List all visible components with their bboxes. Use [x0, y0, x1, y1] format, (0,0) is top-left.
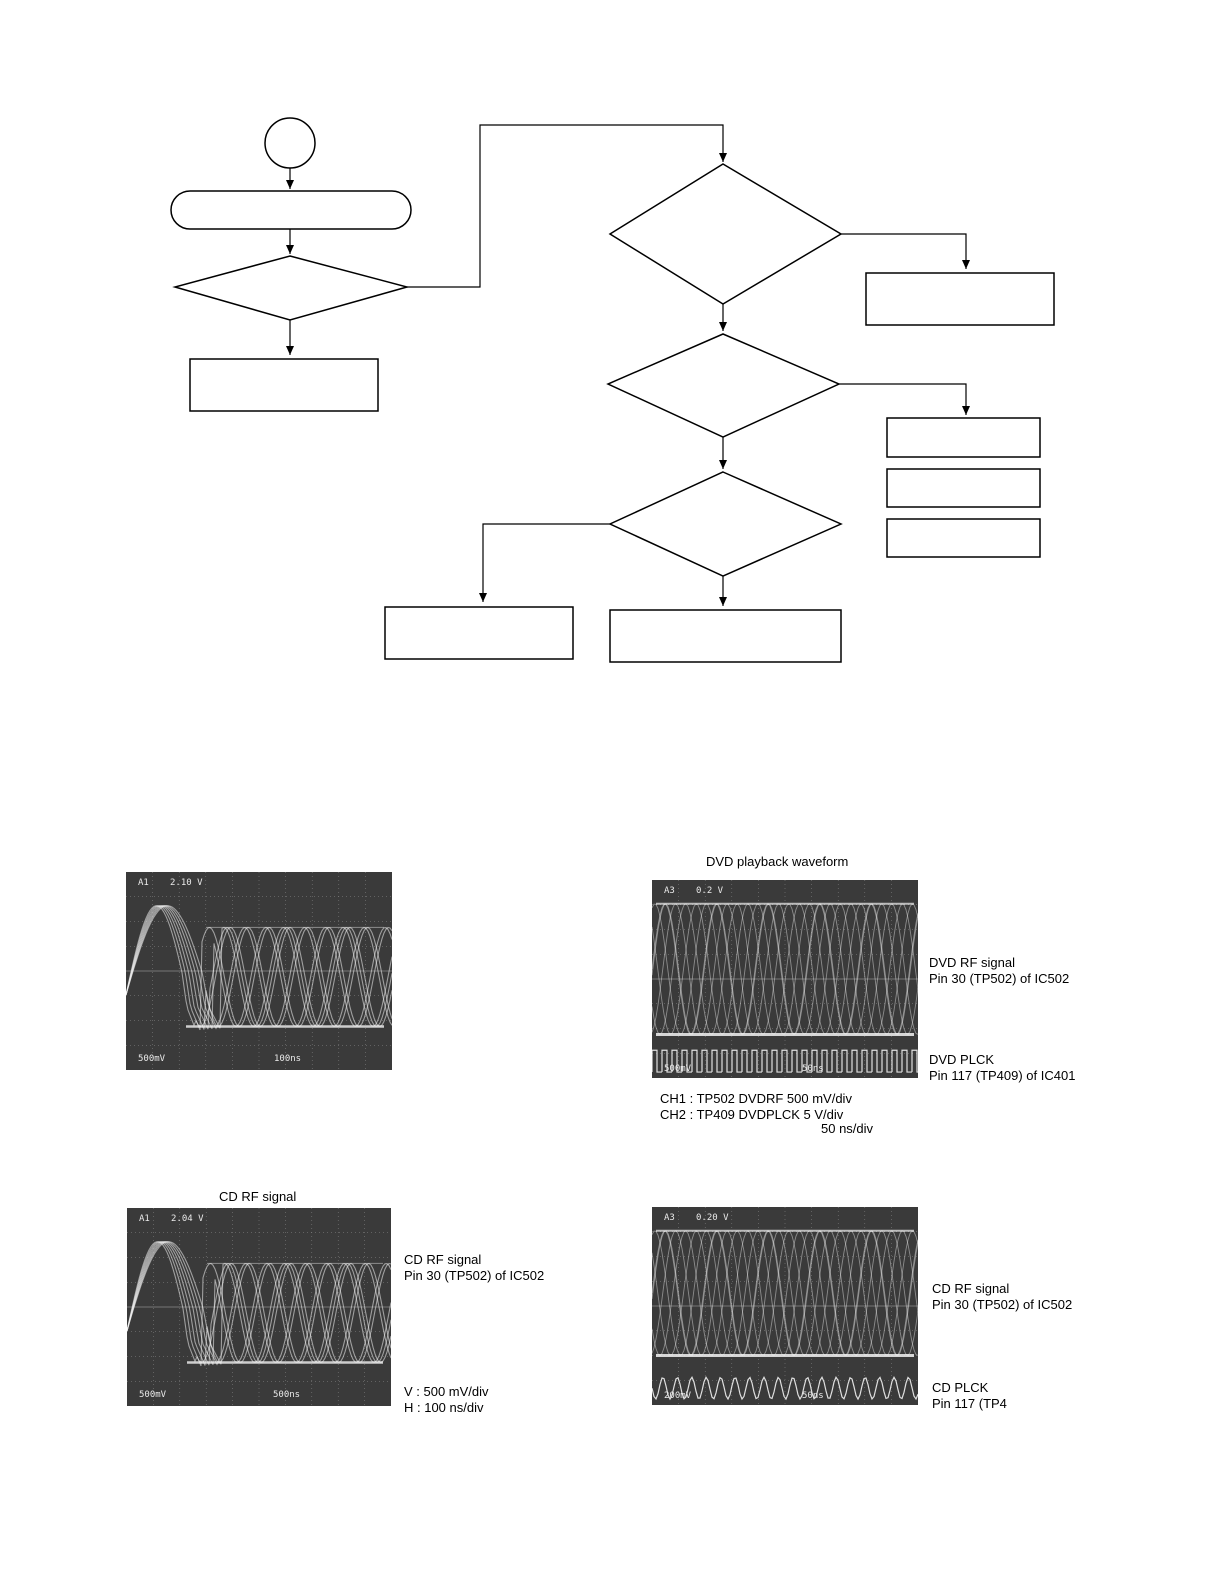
scope-dvd-trace — [652, 880, 918, 1078]
decision-2 — [610, 164, 841, 304]
arrow-decision2-right — [841, 234, 966, 269]
scope-top-left-volts: 500mV — [138, 1054, 166, 1064]
process-box-right-1 — [866, 273, 1054, 325]
cd-h-scale: H : 100 ns/div — [404, 1400, 484, 1415]
arrow-decision3-right — [839, 384, 966, 415]
scope-dvd-level: 0.2 V — [696, 886, 724, 896]
process-box-right-4 — [887, 519, 1040, 557]
scope-top-left — [126, 872, 392, 1070]
scope-top-left-level: 2.10 V — [170, 878, 203, 888]
dvd-timebase: 50 ns/div — [821, 1121, 874, 1136]
cd-plck-pin: Pin 117 (TP4 — [932, 1396, 1007, 1411]
dvd-waveform-title: DVD playback waveform — [706, 854, 849, 869]
scope-top-left-trig: A1 — [138, 878, 149, 888]
decision-3 — [608, 334, 839, 437]
cd-plck-label: CD PLCK — [932, 1380, 989, 1395]
scope-cd-left-trig: A1 — [139, 1214, 150, 1224]
scope-cd-right-level: 0.20 V — [696, 1213, 729, 1223]
scope-dvd-trig: A3 — [664, 886, 675, 896]
arrow-decision4-left — [483, 524, 610, 602]
dvd-rf-signal-pin: Pin 30 (TP502) of IC502 — [929, 971, 1070, 986]
scope-cd-right-trig: A3 — [664, 1213, 675, 1223]
dvd-plck-pin: Pin 117 (TP409) of IC401 — [929, 1068, 1076, 1083]
scope-cd-left-trace — [127, 1208, 391, 1406]
scope-cd-left-volts: 500mV — [139, 1390, 167, 1400]
dvd-plck-label: DVD PLCK — [929, 1052, 995, 1067]
process-box-bottom-center — [610, 610, 841, 662]
process-box-bottom-left — [385, 607, 573, 659]
scope-waveform — [652, 1231, 918, 1399]
cd-right-rf-signal-pin: Pin 30 (TP502) of IC502 — [932, 1297, 1073, 1312]
cd-rf-title: CD RF signal — [219, 1189, 297, 1204]
scope-top-left-trace — [126, 872, 392, 1070]
dvd-ch2-setting: CH2 : TP409 DVDPLCK 5 V/div — [660, 1107, 844, 1122]
cd-v-scale: V : 500 mV/div — [404, 1384, 489, 1399]
scope-cd-right-time: 50ns — [802, 1391, 824, 1401]
flowchart — [0, 0, 1219, 700]
process-box-right-2 — [887, 418, 1040, 457]
scope-top-left-time: 100ns — [274, 1054, 302, 1064]
dvd-ch1-setting: CH1 : TP502 DVDRF 500 mV/div — [660, 1091, 852, 1106]
scope-cd-left — [127, 1208, 391, 1406]
scope-cd-right-trace — [652, 1207, 918, 1405]
scope-cd-right-volts: 200mV — [664, 1391, 692, 1401]
scope-dvd-volts: 500mV — [664, 1064, 692, 1074]
process-box-left — [190, 359, 378, 411]
scope-waveform — [652, 904, 918, 1072]
cd-rf-signal-pin: Pin 30 (TP502) of IC502 — [404, 1268, 545, 1283]
scope-cd-left-level: 2.04 V — [171, 1214, 204, 1224]
decision-4 — [610, 472, 841, 576]
scope-cd-left-time: 500ns — [273, 1390, 301, 1400]
start-terminal — [171, 191, 411, 229]
process-box-right-3 — [887, 469, 1040, 507]
start-connector — [265, 118, 315, 168]
scope-dvd-time: 50ns — [802, 1064, 824, 1074]
decision-1 — [175, 256, 407, 320]
cd-rf-signal-label: CD RF signal — [404, 1252, 482, 1267]
scope-cd-right — [652, 1207, 918, 1405]
cd-right-rf-signal-label: CD RF signal — [932, 1281, 1010, 1296]
dvd-rf-signal-label: DVD RF signal — [929, 955, 1015, 970]
scope-dvd — [652, 880, 918, 1078]
